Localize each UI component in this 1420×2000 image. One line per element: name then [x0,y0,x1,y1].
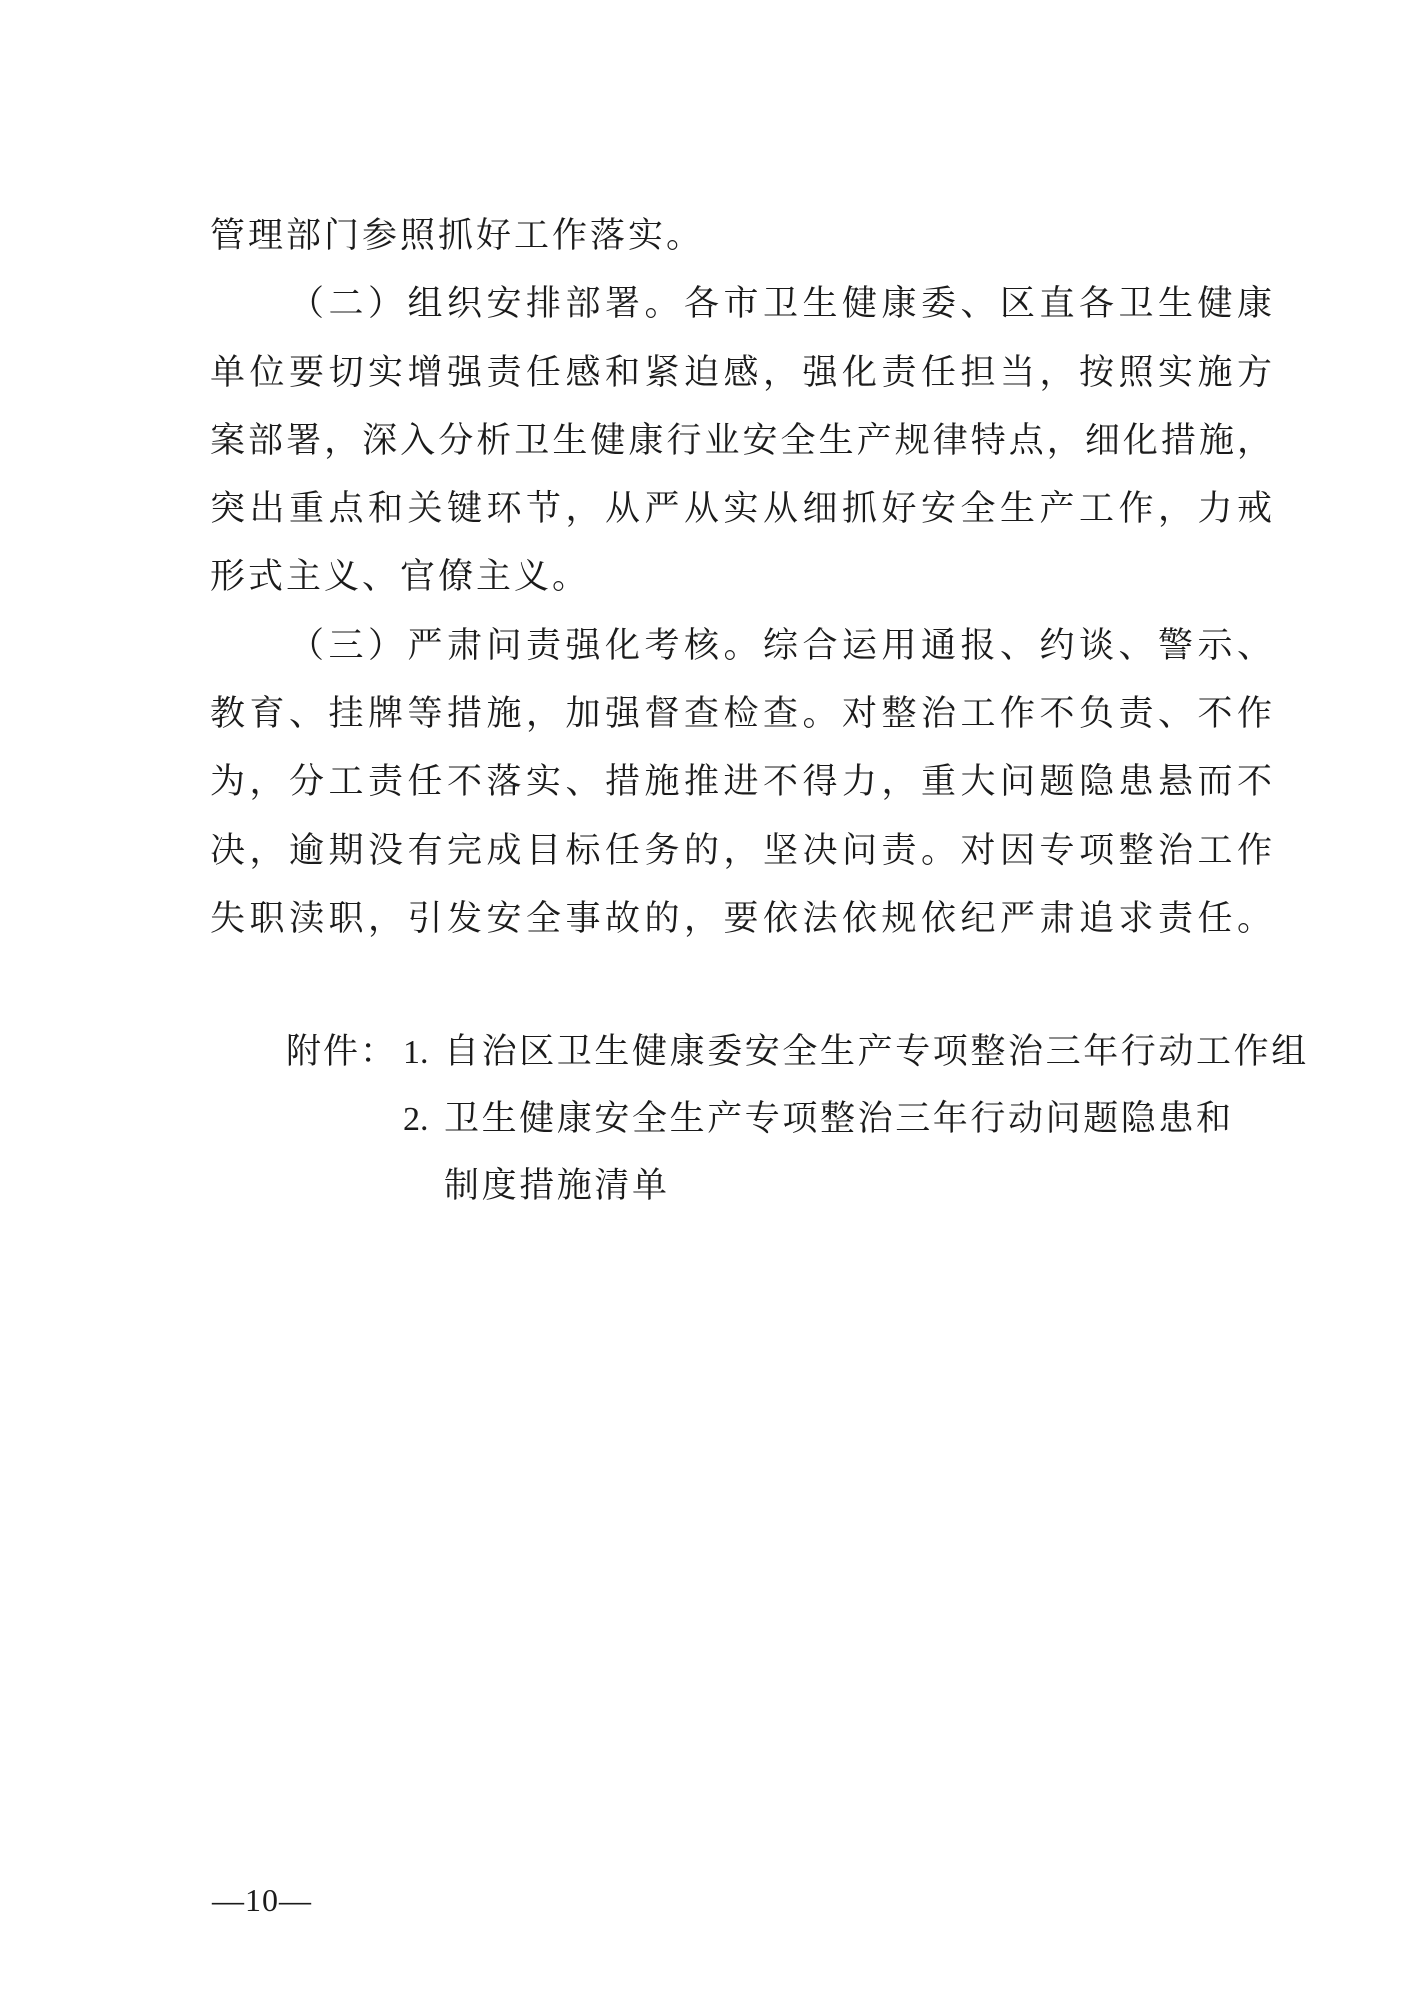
text-line: 突出重点和关键环节，从严从实从细抓好安全生产工作，力戒 [210,489,1275,530]
paragraph-accountability [210,612,1275,953]
text-line: 案部署，深入分析卫生健康行业安全生产规律特点，细化措施， [210,420,1275,461]
text-line: 教育、挂牌等措施，加强督查检查。对整治工作不负责、不作 [210,694,1275,735]
text-line: 决，逾期没有完成目标任务的，坚决问责。对因专项整治工作 [210,830,1275,871]
text-line: 单位要切实增强责任感和紧迫感，强化责任担当，按照实施方 [210,352,1275,393]
paragraph-continuation [210,202,1275,270]
attachment-title [444,1019,1309,1086]
text-line: （二）组织安排部署。各市卫生健康委、区直各卫生健康 [289,284,1275,325]
text-line: 为，分工责任不落实、措施推进不得力，重大问题隐患悬而不 [210,762,1275,803]
attachments-label: 附件： [286,1032,398,1072]
text-line: 失职渎职，引发安全事故的，要依法依规依纪严肃追求责任。 [210,898,1275,939]
text-line: 管理部门参照抓好工作落实。 [210,216,705,256]
paragraph-organize-deploy [210,270,1275,611]
attachment-title-line: 自治区卫生健康委安全生产专项整治三年行动工作组 [444,1032,1309,1072]
text-line: （三）严肃问责强化考核。综合运用通报、约谈、警示、 [289,625,1275,666]
attachments-list [286,1019,1309,1229]
page-number: —10— [212,1882,312,1918]
body-text [210,202,1275,953]
text-line: 形式主义、官僚主义。 [210,557,591,598]
attachment-title [444,1086,1234,1220]
attachment-title-line: 制度措施清单 [444,1166,670,1206]
attachment-number: 2. [403,1101,429,1138]
attachment-title-line: 卫生健康安全生产专项整治三年行动问题隐患和 [444,1099,1234,1139]
attachment-number: 1. [403,1034,429,1071]
